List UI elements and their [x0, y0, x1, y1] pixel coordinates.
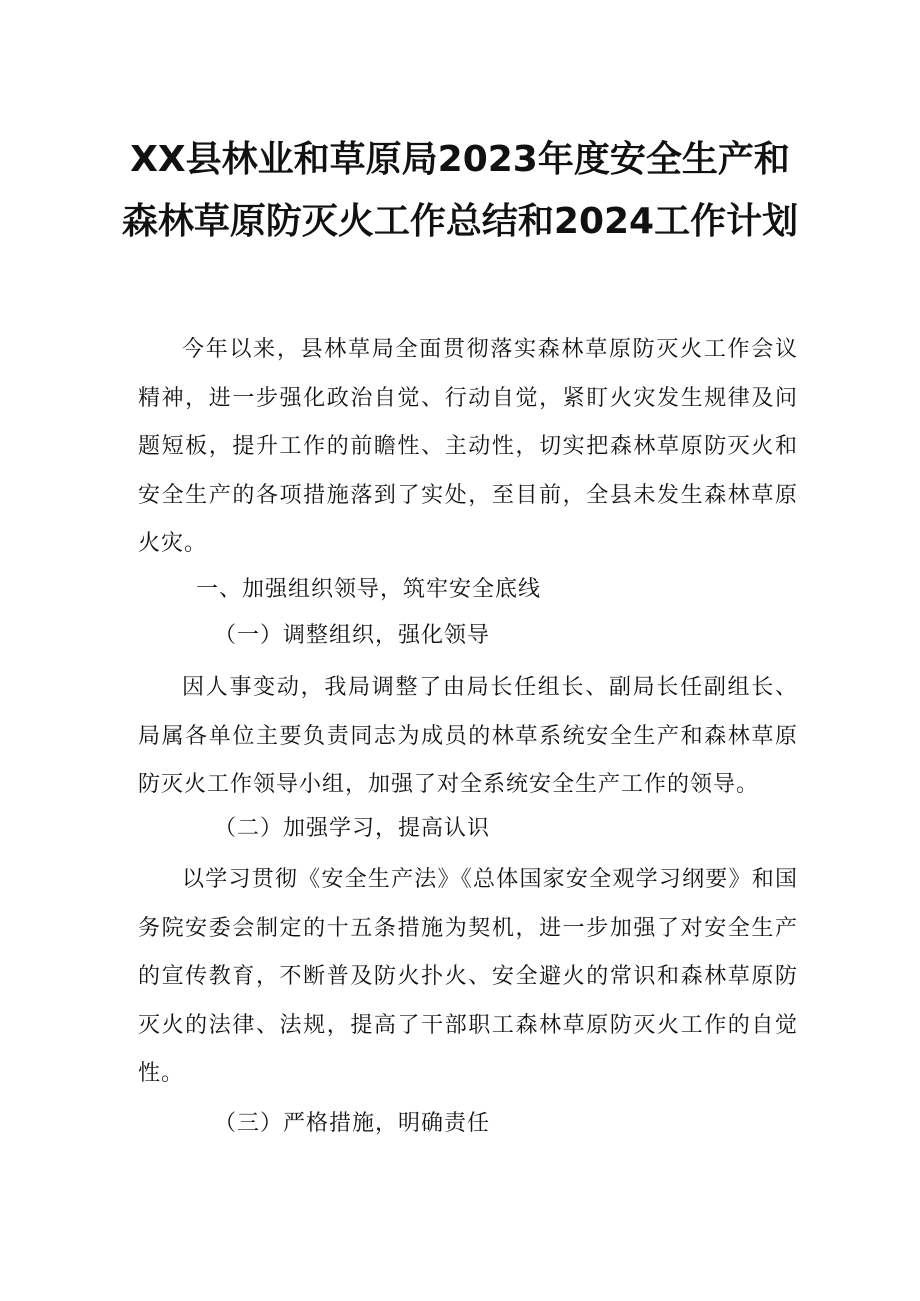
document-title-line-1: XX县林业和草原局2023年度安全生产和: [130, 139, 790, 180]
subsection-3-heading: （三）严格措施，明确责任: [214, 1111, 491, 1136]
subsection-1-heading: （一）调整组织，强化领导: [214, 623, 491, 648]
section-1-heading: 一、加强组织领导，筑牢安全底线: [196, 577, 542, 602]
subsection-1-paragraph: 因人事变动，我局调整了由局长任组长、副局长任副组长、局属各单位主要负责同志为成员的林草系统安全生产和森林草原防灭火工作领导小组，加强了对全系统安全生产工作的领导。: [138, 675, 798, 797]
subsection-2-paragraph: 以学习贯彻《安全生产法》《总体国家安全观学习纲要》和国务院安委会制定的十五条措施为契机，进一步加强了对安全生产的宣传教育，不断普及防火扑火、安全避火的常识和森林草原防灭火的法律、法规，提高了干部职工森林草原防灭火工作的自觉性。: [138, 867, 798, 1086]
intro-paragraph: 今年以来，县林草局全面贯彻落实森林草原防灭火工作会议精神，进一步强化政治自觉、行动自觉，紧盯火灾发生规律及问题短板，提升工作的前瞻性、主动性，切实把森林草原防灭火和安全生产的各项措施落到了实处，至目前，全县未发生森林草原火灾。: [138, 337, 798, 556]
subsection-2-heading: （二）加强学习，提高认识: [214, 816, 491, 841]
document-title-line-2: 森林草原防灭火工作总结和2024工作计划: [121, 201, 799, 242]
